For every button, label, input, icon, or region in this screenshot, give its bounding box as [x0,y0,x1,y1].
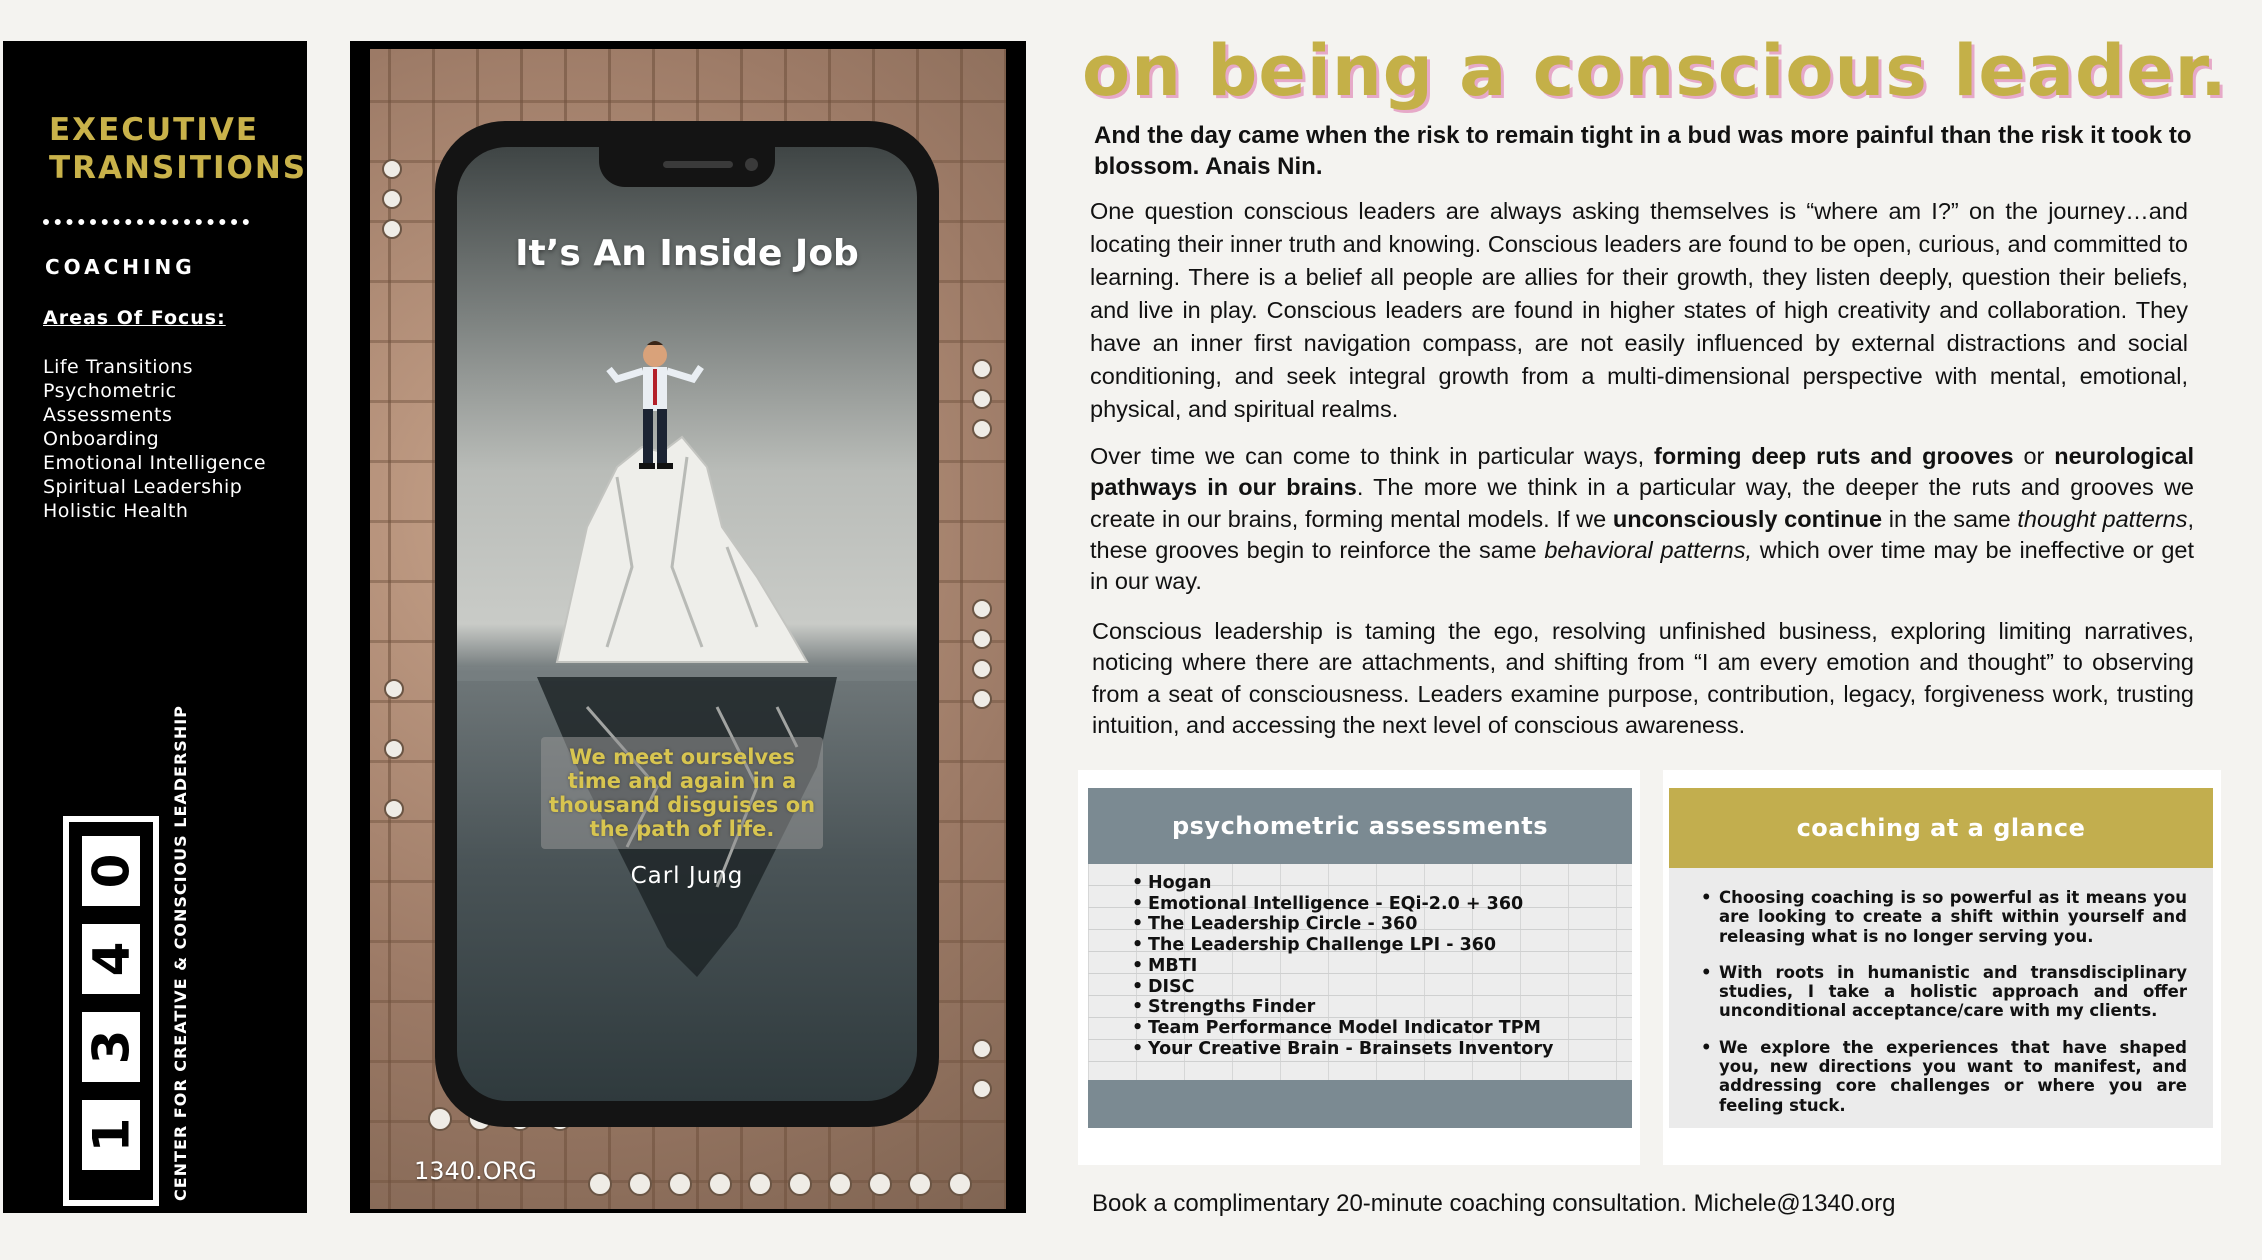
booking-cta: Book a complimentary 20-minute coaching consultation. Michele@1340.org [1092,1190,1896,1217]
assessments-card-body [1088,788,1632,1128]
quote-author: Carl Jung [630,863,744,889]
sidebar-title-line2: TRANSITIONS [49,150,308,186]
focus-item: Emotional Intelligence [43,452,267,474]
list-item: • Emotional Intelligence - EQi-2.0 + 360 [1148,894,1553,915]
list-item: • MBTI [1148,956,1553,977]
coaching-list [1701,888,2187,1132]
org-name-vertical: CENTER FOR CREATIVE & CONSCIOUS LEADERSHIP [171,705,190,1201]
list-item: • Choosing coaching is so powerful as it means you are looking to create a shift within yourself and releasing what is no longer serving you. [1701,888,2187,946]
list-item: • The Leadership Circle - 360 [1148,914,1553,935]
circuit-board-background [370,49,1006,1209]
assessments-list [1148,873,1553,1059]
list-item: • The Leadership Challenge LPI - 360 [1148,935,1553,956]
quote-box [541,737,823,849]
paragraph-3: Conscious leadership is taming the ego, resolving unfinished business, exploring limiting narratives, noticing where there are attachments, and shifting from “I am every emotion and thought” to observing from a seat of consciousness. Leaders examine purpose, contribution, legacy, forgiveness work, trusting intuition, and accessing the next level of conscious awareness. [1092,618,2194,738]
list-item: • Your Creative Brain - Brainsets Inventory [1148,1039,1553,1060]
poster-title: It’s An Inside Job [515,233,859,274]
epigraph-quote: And the day came when the risk to remain tight in a bud was more painful than the risk it took to blossom. Anais Nin. [1094,122,2192,180]
logo-digit: 0 [82,836,140,906]
phone-screen [457,147,917,1101]
dotted-divider [43,219,249,225]
website-url: 1340.ORG [414,1157,537,1185]
coaching-card-body [1669,788,2213,1128]
phone-frame [435,121,939,1127]
list-item: • Team Performance Model Indicator TPM [1148,1018,1553,1039]
list-item: • Hogan [1148,873,1553,894]
focus-heading: Areas Of Focus: [43,307,226,329]
logo-digit: 3 [82,1012,140,1082]
assessments-card-footer [1088,1080,1632,1128]
focus-item: Life Transitions [43,356,194,378]
sidebar-title [49,111,307,187]
coaching-card [1663,770,2221,1165]
focus-item: Psychometric Assessments [43,380,177,426]
logo-digit: 4 [82,924,140,994]
focus-item: Onboarding [43,428,160,450]
logo-1340 [63,816,159,1206]
assessments-card-title: psychometric assessments [1171,812,1549,840]
focus-item: Holistic Health [43,500,189,522]
phone-panel [350,41,1026,1213]
assessments-card-header [1088,788,1632,864]
logo-digit: 1 [82,1100,140,1170]
focus-list [43,355,307,523]
list-item: • Strengths Finder [1148,997,1553,1018]
coaching-card-header [1669,788,2213,868]
coaching-card-title: coaching at a glance [1796,814,2086,842]
focus-item: Spiritual Leadership [43,476,243,498]
page-headline: on being a conscious leader. [1082,30,2228,112]
sidebar [3,41,307,1213]
list-item: • DISC [1148,977,1553,998]
iceberg-illustration [457,147,917,1101]
quote-text: We meet ourselves time and again in a thousand disguises on the path of life. [548,745,816,841]
coaching-heading: COACHING [45,255,196,279]
list-item: • We explore the experiences that have shaped you, new directions you want to manifest, and addressing core challenges or where you are feeling stuck. [1701,1038,2187,1115]
paragraph-2: Over time we can come to think in particular ways, forming deep ruts and grooves or neurological pathways in our brains. The more we think in a particular way, the deeper the ruts and grooves we create in our brains, forming mental models. If we unconsciously continue in the same thought patterns, these grooves begin to reinforce the same behavioral patterns, which over time may be ineffective or get in our way. [1090,443,2194,595]
sidebar-title-line1: EXECUTIVE [49,112,260,148]
assessments-card [1078,770,1640,1165]
list-item: • With roots in humanistic and transdisciplinary studies, I take a holistic approach and offer unconditional acceptance/care with my clients. [1701,963,2187,1021]
paragraph-1: One question conscious leaders are always asking themselves is “where am I?” on the journey…and locating their inner truth and knowing. Conscious leaders are found to be open, curious, and committed to learning. There is a belief all people are allies for their growth, they listen deeply, question their beliefs, and live in play. Conscious leaders are found in higher states of high creativity and collaboration. They have an inner first navigation compass, are not easily influenced by external distractions and social conditioning, and seek integral growth from a multi-dimensional perspective with mental, emotional, physical, and spiritual realms. [1090,198,2188,422]
